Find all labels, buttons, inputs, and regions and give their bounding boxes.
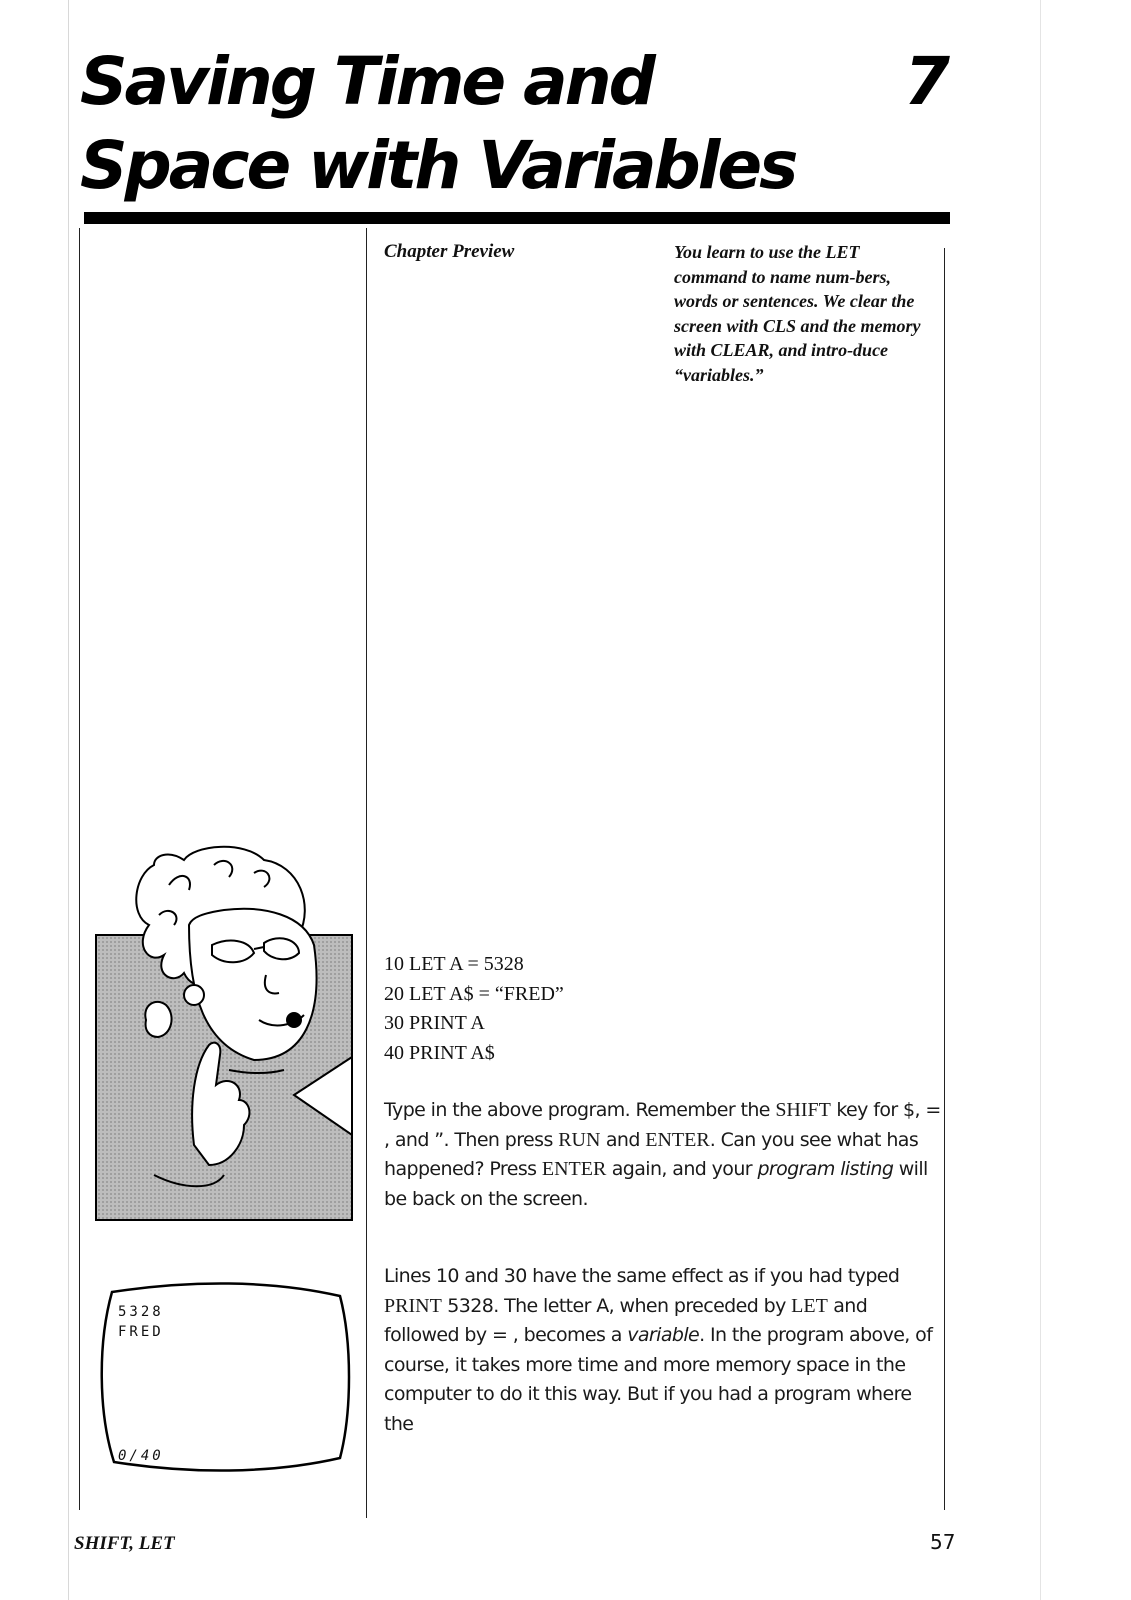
text-run: will be back on the screen.: [384, 1158, 928, 1210]
keyword: SHIFT: [775, 1099, 831, 1121]
screen-output-line-1: 5328: [118, 1304, 164, 1320]
text-run: key for $, = , and ”. Then press: [384, 1099, 941, 1151]
margin-keyword-label: SHIFT, LET: [74, 1533, 175, 1554]
keyword: LET: [791, 1294, 828, 1317]
woman-thinking-illustration: [94, 845, 356, 1245]
code-line: 10 LET A = 5328: [384, 953, 524, 975]
screen-output-line-2: FRED: [118, 1324, 164, 1340]
emphasis: program listing: [757, 1158, 894, 1180]
column-rule-middle: [366, 228, 367, 1518]
program-listing: [384, 950, 564, 1068]
keyword: RUN: [558, 1128, 601, 1151]
chapter-title: [80, 40, 960, 208]
text-run: and: [600, 1128, 646, 1151]
chapter-preview-label: Chapter Preview: [384, 241, 515, 262]
tv-screen-output: [100, 1282, 352, 1472]
screen-status-report: 0/40: [118, 1448, 164, 1464]
text-run: . In the program above, of course, it takes more time and more memory space in the computer to do it this way. But if you had a program where the: [384, 1324, 933, 1435]
code-line: 40 PRINT A$: [384, 1041, 495, 1064]
text-run: 5328. The letter A, when preceded by: [441, 1294, 792, 1317]
emphasis: variable: [627, 1324, 700, 1346]
chapter-number: 7: [904, 43, 950, 120]
text-run: again, and your: [606, 1158, 758, 1180]
keyword: PRINT: [384, 1294, 442, 1317]
body-paragraph-1: [384, 1096, 944, 1214]
keyword: ENTER: [541, 1158, 607, 1180]
column-rule-right: [944, 248, 945, 1510]
page-edge-left: [68, 0, 69, 1600]
column-rule-left: [79, 228, 80, 1510]
chapter-preview-text: You learn to use the LET command to name num-bers, words or sentences. We clear the screen with CLS and the memory with CLEAR, and intro-duce “variables.”: [674, 242, 921, 385]
code-line: 20 LET A$ = “FRED”: [384, 982, 564, 1005]
text-run: . Can you see what has happened? Press: [384, 1128, 919, 1180]
chapter-title-line-1: Saving Time and: [80, 43, 653, 120]
page-number: 57: [930, 1530, 956, 1554]
body-paragraph-2: [384, 1262, 944, 1439]
keyword: ENTER: [645, 1128, 710, 1151]
text-run: Lines 10 and 30 have the same effect as if you had typed: [384, 1265, 900, 1287]
text-run: and followed by = , becomes a: [384, 1294, 868, 1346]
text-run: Type in the above program. Remember the: [384, 1099, 776, 1121]
page-edge-right: [1040, 0, 1041, 1600]
chapter-header: [80, 40, 960, 208]
chapter-title-line-2: Space with Variables: [80, 127, 796, 204]
code-line: 30 PRINT A: [384, 1012, 485, 1034]
title-rule: [84, 212, 950, 224]
